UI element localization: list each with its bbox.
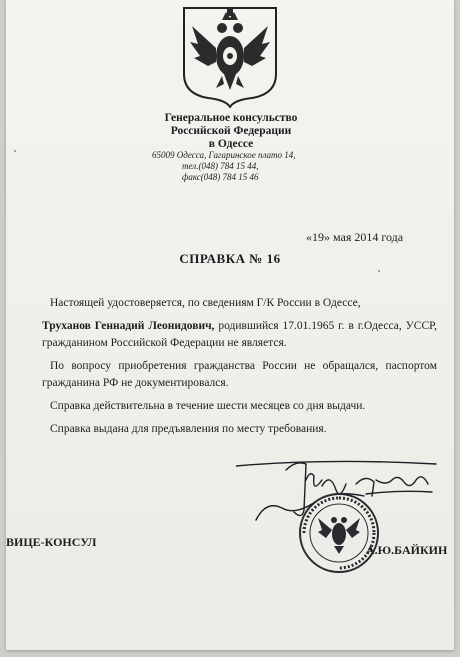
body-paragraph-5: Справка выдана для предъявления по месту требования.	[50, 423, 327, 435]
consulate-seal-icon	[298, 492, 380, 574]
scan-speck	[14, 150, 16, 152]
body-paragraph-3: По вопросу приобретения гражданства России не обращался, паспортом гражданина РФ не документировался.	[42, 360, 437, 389]
position-title: ВИЦЕ-КОНСУЛ	[6, 535, 97, 549]
coat-of-arms-icon	[178, 4, 282, 108]
address-fax: факс(048) 784 15 46	[182, 172, 259, 182]
person-details: родившийся 17.01.1965 г. в г.Одесса, УССР, гражданином Российской Федерации не является.	[42, 320, 437, 349]
consulate-address	[152, 150, 322, 183]
consulate-line-1: Генеральное консульство	[164, 112, 298, 124]
address-phone: тел.(048) 784 15 44,	[182, 161, 259, 171]
document-page	[6, 0, 454, 650]
document-body	[42, 295, 437, 438]
document-title: СПРАВКА № 16	[179, 251, 281, 266]
signer-name: А.Ю.БАЙКИН	[366, 543, 448, 557]
consulate-line-2: Российской Федерации	[170, 125, 292, 137]
issue-date: «19» мая 2014 года	[306, 230, 404, 244]
body-paragraph-1: Настоящей удостоверяется, по сведениям Г/К России в Одессе,	[50, 297, 361, 309]
body-paragraph-4: Справка действительна в течение шести месяцев со дня выдачи.	[50, 400, 366, 412]
scan-speck	[378, 270, 380, 272]
person-name: Труханов Геннадий Леонидович,	[42, 320, 215, 332]
address-street: 65009 Одесса, Гагаринское плато 14,	[152, 150, 296, 160]
consulate-line-3: в Одессе	[208, 138, 254, 150]
consulate-name	[146, 112, 316, 151]
body-paragraph-2	[42, 318, 437, 352]
